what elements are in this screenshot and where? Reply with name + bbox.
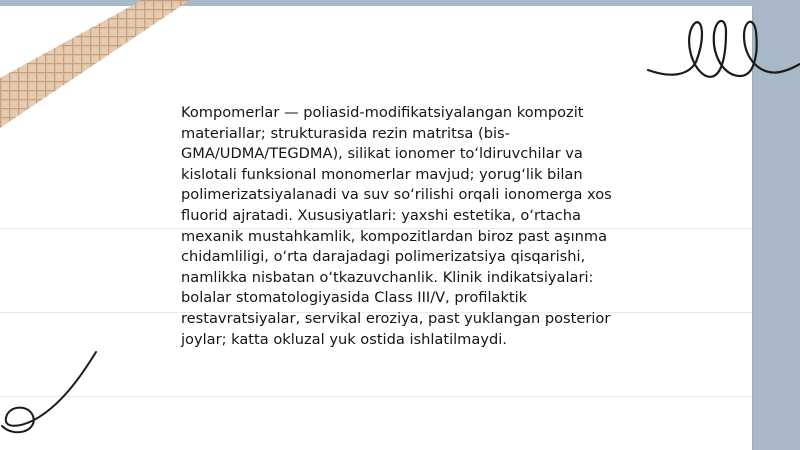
washi-tape-decoration — [0, 0, 210, 150]
body-paragraph: Kompomerlar — poliasid-modifikatsiyalangan kompozit materiallar; strukturasida rezin matritsa (bis-GMA/UDMA/TEGDMA), silikat ionomer to‘ldiruvchilar va kislotali funksional monomerlar mavjud; yorug‘lik bilan polimerizatsiyalanadi va suv so‘rilishi orqali ionomerga xos fluorid ajratadi. Xususiyatlari: yaxshi estetika, o‘rtacha mexanik mustahkamlik, kompozitlardan biroz past aşınma chidamliligi, o‘rta darajadagi polimerizatsiya qisqarishi, namlikka nisbatan o‘tkazuvchanlik. Klinik indikatsiyalari: bolalar stomatologiyasida Class III/V, profilaktik restavratsiyalar, servikal eroziya, past yuklangan posterior joylar; katta okluzal yuk ostida ishlatilmaydi. — [181, 104, 612, 348]
scribble-swirl-decoration — [0, 348, 110, 438]
scribble-loops-decoration — [640, 6, 800, 96]
ruled-line — [0, 396, 752, 397]
